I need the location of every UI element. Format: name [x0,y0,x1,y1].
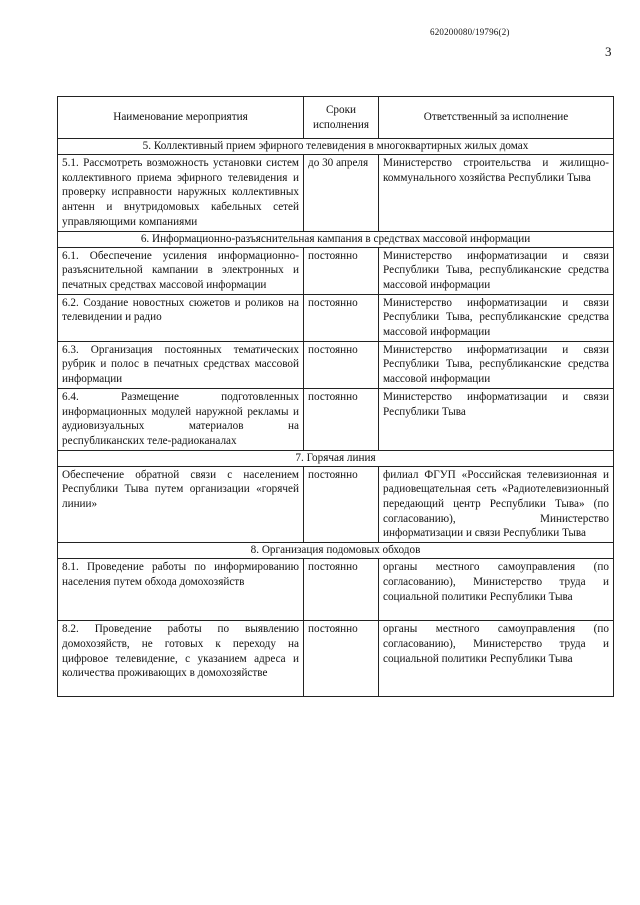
cell-name: 5.1. Рассмотреть возможность установки систем коллективного приема эфирного телевидения и проверку исправности наружных коллективных антенн и внутридомовых кабельных сетей управляющими компаниями [58,155,304,232]
column-header-responsible: Ответственный за исполнение [379,97,614,139]
cell-name: 6.4. Размещение подготовленных информационных модулей наружной рекламы и аудиовизуальных материалов на республиканских теле-радиоканалах [58,388,304,450]
cell-name: 6.3. Организация постоянных тематических рубрик и полос в печатных средствах массовой информации [58,341,304,388]
action-plan-table [57,96,614,697]
section-title: 7. Горячая линия [58,450,614,466]
cell-responsible: филиал ФГУП «Российская телевизионная и радиовещательная сеть «Радиотелевизионный передающий центр Республики Тыва» (по согласованию), Министерство информатизации и связи Республики Тыва [379,466,614,543]
section-row [58,231,614,247]
cell-name: 8.1. Проведение работы по информированию населения путем обхода домохозяйств [58,559,304,621]
page-number: 3 [605,44,612,59]
section-row [58,543,614,559]
section-title: 6. Информационно-разъяснительная кампания в средствах массовой информации [58,231,614,247]
cell-responsible: Министерство строительства и жилищно-коммунального хозяйства Республики Тыва [379,155,614,232]
cell-term: постоянно [304,621,379,697]
table-row [58,294,614,341]
cell-term: постоянно [304,559,379,621]
table-row [58,466,614,543]
cell-name: 6.1. Обеспечение усиления информационно-разъяснительной кампании в электронных и печатных средствах массовой информации [58,247,304,294]
section-row [58,450,614,466]
table-row [58,388,614,450]
table-row [58,247,614,294]
document-id: 620200080/19796(2) [430,27,510,37]
table-row [58,155,614,232]
cell-term: постоянно [304,294,379,341]
cell-responsible: Министерство информатизации и связи Республики Тыва, республиканские средства массовой информации [379,341,614,388]
cell-responsible: Министерство информатизации и связи Республики Тыва, республиканские средства массовой информации [379,294,614,341]
section-title: 8. Организация подомовых обходов [58,543,614,559]
column-header-name: Наименование мероприятия [58,97,304,139]
cell-term: постоянно [304,341,379,388]
cell-responsible: органы местного самоуправления (по согласованию), Министерство труда и социальной политики Республики Тыва [379,559,614,621]
table-row [58,621,614,697]
cell-term: постоянно [304,247,379,294]
section-title: 5. Коллективный прием эфирного телевидения в многоквартирных жилых домах [58,139,614,155]
table-header-row [58,97,614,139]
cell-term: до 30 апреля [304,155,379,232]
cell-responsible: Министерство информатизации и связи Республики Тыва, республиканские средства массовой информации [379,247,614,294]
cell-term: постоянно [304,388,379,450]
cell-name: 8.2. Проведение работы по выявлению домохозяйств, не готовых к переходу на цифровое телевидение, с указанием адреса и количества проживающих в домохозяйстве [58,621,304,697]
column-header-term: Сроки исполнения [304,97,379,139]
section-row [58,139,614,155]
cell-responsible: Министерство информатизации и связи Республики Тыва [379,388,614,450]
cell-name: Обеспечение обратной связи с населением Республики Тыва путем организации «горячей линии» [58,466,304,543]
table-row [58,341,614,388]
table-row [58,559,614,621]
cell-responsible: органы местного самоуправления (по согласованию), Министерство труда и социальной политики Республики Тыва [379,621,614,697]
cell-name: 6.2. Создание новостных сюжетов и роликов на телевидении и радио [58,294,304,341]
cell-term: постоянно [304,466,379,543]
